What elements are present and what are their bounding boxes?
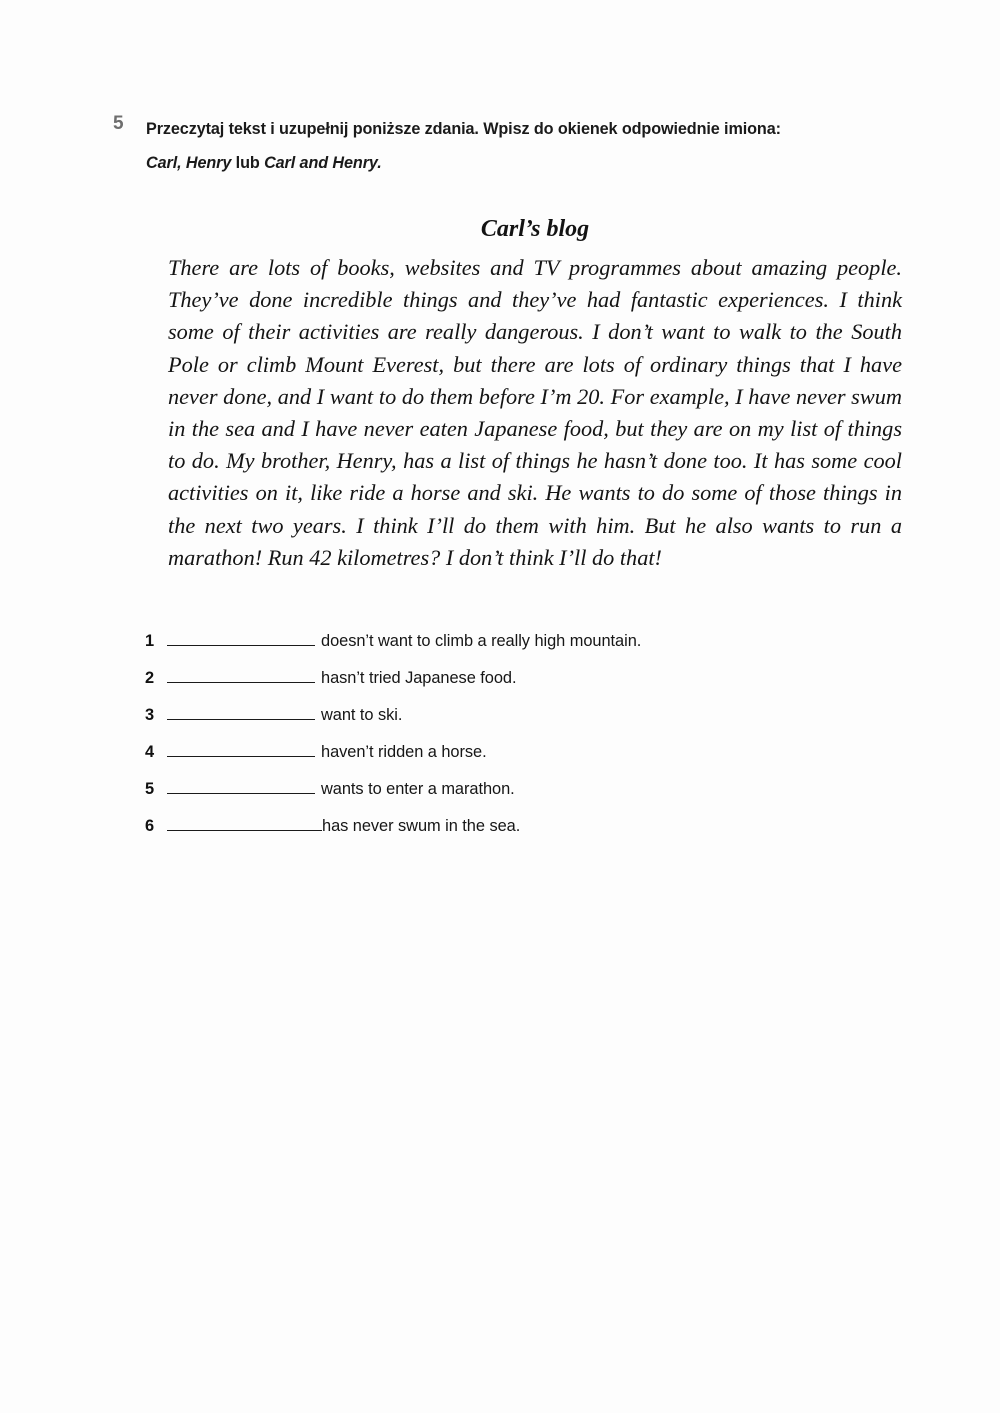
- list-item: [145, 778, 905, 815]
- instruction-conjunction: lub: [231, 154, 265, 172]
- item-number: 1: [145, 632, 155, 650]
- item-sentence: has never swum in the sea.: [322, 817, 521, 835]
- answer-blank-2[interactable]: [167, 667, 315, 683]
- blog-body-text: There are lots of books, websites and TV programmes about amazing people. They’ve done incredible things and they’ve had fantastic experiences. I think some of their activities are really dangerous. I don’t want to walk to the South Pole or climb Mount Everest, but there are lots of ordinary things that I have never done, and I want to do them before I’m 20. For example, I have never swum in the sea and I have never eaten Japanese food, but they are on my list of things to do. My brother, Henry, has a list of things he hasn’t done too. It has some cool activities on it, like ride a horse and ski. He wants to do some of those things in the next two years. I think I’ll do them with him. But he also wants to run a marathon! Run 42 kilometres? I don’t think I’ll do that!: [168, 255, 902, 570]
- list-item: [145, 630, 905, 667]
- instruction-names-second: Carl and Henry.: [264, 154, 382, 172]
- item-number: 3: [145, 706, 155, 724]
- item-sentence: hasn’t tried Japanese food.: [321, 669, 517, 687]
- instruction-line-2: [146, 146, 913, 180]
- list-item: [145, 667, 905, 704]
- exercise-instruction: [146, 112, 913, 180]
- item-sentence: haven’t ridden a horse.: [321, 743, 487, 761]
- answer-blank-5[interactable]: [167, 778, 315, 794]
- gap-fill-items: [145, 630, 905, 852]
- item-number: 2: [145, 669, 155, 687]
- answer-blank-6[interactable]: [167, 815, 322, 831]
- list-item: [145, 704, 905, 741]
- item-number: 5: [145, 780, 155, 798]
- instruction-line-1: Przeczytaj tekst i uzupełnij poniższe zdania. Wpisz do okienek odpowiednie imiona:: [146, 120, 781, 138]
- list-item: [145, 815, 905, 852]
- instruction-names-first: Carl, Henry: [146, 154, 232, 172]
- item-number: 6: [145, 817, 155, 835]
- item-number: 4: [145, 743, 155, 761]
- exercise-header: [113, 112, 913, 180]
- item-sentence: want to ski.: [321, 706, 403, 724]
- answer-blank-1[interactable]: [167, 630, 315, 646]
- item-sentence: wants to enter a marathon.: [321, 780, 515, 798]
- blog-title: Carl’s blog: [480, 216, 590, 242]
- item-sentence: doesn’t want to climb a really high mountain.: [321, 632, 642, 650]
- list-item: [145, 741, 905, 778]
- answer-blank-4[interactable]: [167, 741, 315, 757]
- exercise-number: 5: [113, 113, 124, 134]
- answer-blank-3[interactable]: [167, 704, 315, 720]
